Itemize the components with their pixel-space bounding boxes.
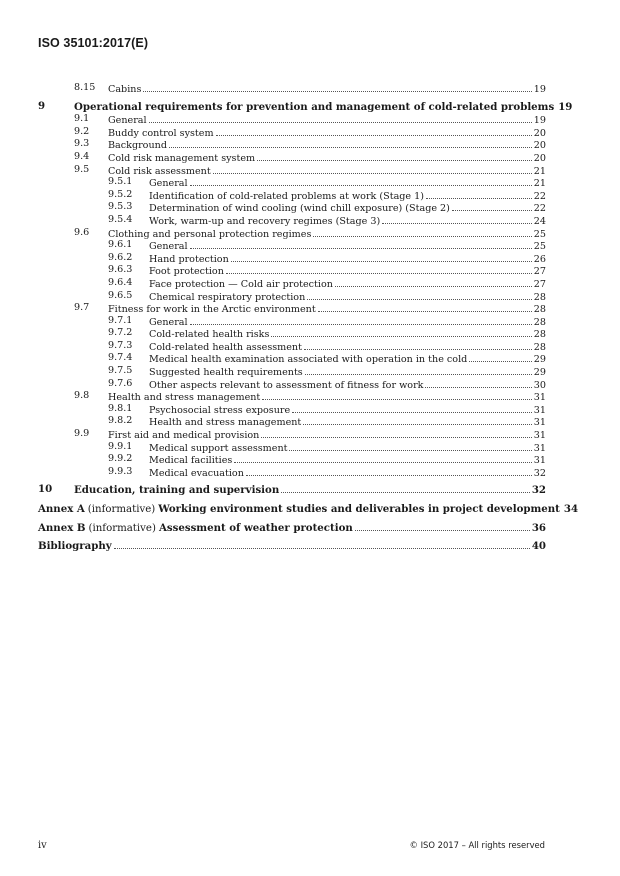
toc-page-number: 22 [533, 203, 546, 215]
dot-leader [382, 214, 532, 224]
toc-subsubclause-entry[interactable] [38, 365, 546, 378]
toc-subsubclause-entry[interactable] [38, 290, 546, 303]
toc-entry-title: Determination of wind cooling (wind chill exposure) (Stage 2) [149, 203, 450, 215]
toc-page-number: 27 [533, 266, 546, 278]
toc-page-number: 20 [533, 127, 546, 139]
toc-page-number: 31 [533, 392, 546, 404]
toc-clause-entry[interactable] [38, 99, 573, 114]
dot-leader [307, 290, 532, 300]
toc-entry-title: Health and stress management [149, 417, 302, 429]
toc-entry-title: Face protection — Cold air protection [149, 278, 333, 290]
toc-page-number: 28 [533, 304, 546, 316]
toc-entry-number: 9.3 [74, 138, 90, 150]
toc-entry-number: 9.6.2 [108, 251, 133, 263]
toc-page-number: 31 [533, 417, 546, 429]
toc-entry-number: 9.9.1 [108, 440, 133, 452]
toc-page-number: 28 [533, 291, 546, 303]
toc-entry-title: Health and stress management [108, 392, 261, 404]
dot-leader [335, 277, 532, 287]
toc-subclause-entry[interactable] [38, 302, 546, 315]
toc-subsubclause-entry[interactable] [38, 252, 546, 265]
toc-entry-number: 9.7.3 [108, 339, 133, 351]
annex-title: Working environment studies and deliverables in project development [158, 503, 560, 515]
dot-leader [261, 428, 531, 438]
toc-entry-title: Background [108, 140, 167, 152]
toc-entry-number: 9.5 [74, 163, 90, 175]
toc-entry-title: Psychosocial stress exposure [149, 404, 291, 416]
dot-leader [246, 466, 532, 476]
toc-entry-title: Identification of cold-related problems at work (Stage 1) [149, 190, 425, 202]
toc-entry-number: 9.8.2 [108, 415, 133, 427]
dot-leader [425, 378, 531, 388]
toc-page-number: 25 [533, 241, 546, 253]
dot-leader [426, 189, 532, 199]
dot-leader [271, 327, 531, 337]
toc-page-number: 32 [533, 467, 546, 479]
dot-leader [281, 483, 530, 493]
dot-leader [114, 539, 530, 549]
toc-entry-number: 9.7.5 [108, 365, 133, 377]
toc-entry-title [38, 522, 353, 536]
toc-entry-number: 9.8.1 [108, 402, 133, 414]
toc-entry-number: 9.6.4 [108, 276, 133, 288]
toc-entry-number: 9.7.2 [108, 327, 133, 339]
toc-page-number: 29 [533, 367, 546, 379]
toc-page-number: 28 [533, 316, 546, 328]
dot-leader [313, 227, 531, 237]
toc-page-number: 20 [533, 152, 546, 164]
dot-leader [190, 315, 532, 325]
toc-entry-number: 9.7.6 [108, 377, 133, 389]
toc-subsubclause-entry[interactable] [38, 201, 546, 214]
toc-entry-number: 9.1 [74, 113, 90, 125]
toc-page-number: 19 [533, 115, 546, 127]
toc-subsubclause-entry[interactable] [38, 441, 546, 454]
toc-entry-number: 9.5.3 [108, 201, 133, 213]
dot-leader [169, 138, 532, 148]
toc-subclause-entry[interactable] [38, 390, 546, 403]
toc-subsubclause-entry[interactable] [38, 214, 546, 227]
toc-page-number: 28 [533, 341, 546, 353]
dot-leader [190, 239, 532, 249]
dot-leader [213, 164, 532, 174]
toc-clause-entry[interactable] [38, 483, 546, 497]
toc-annex-entry[interactable] [38, 502, 579, 516]
dot-leader [292, 403, 532, 413]
toc-page-number: 26 [533, 253, 546, 265]
dot-leader [469, 352, 531, 362]
toc-entry-title: Buddy control system [108, 127, 214, 139]
toc-page-number: 28 [533, 329, 546, 341]
dot-leader [318, 302, 532, 312]
toc-page-number: 24 [533, 215, 546, 227]
toc-subclause-entry[interactable] [38, 227, 546, 240]
toc-subsubclause-entry[interactable] [38, 352, 546, 365]
toc-entry-title: Education, training and supervision [74, 484, 280, 497]
toc-entry-title: Medical health examination associated with operation in the cold [149, 354, 468, 366]
toc-entry-title: Cold-related health assessment [149, 341, 302, 353]
toc-page-number: 30 [533, 379, 546, 391]
toc-subsubclause-entry[interactable] [38, 189, 546, 202]
toc-entry-title: General [108, 115, 147, 127]
toc-entry-number: 9.6.1 [108, 239, 133, 251]
toc-subclause-entry[interactable] [38, 126, 546, 139]
dot-leader [234, 453, 531, 463]
dot-leader [304, 340, 532, 350]
toc-entry-number: 9.8 [74, 390, 90, 402]
toc-page-number: 25 [533, 228, 546, 240]
copyright-notice: © ISO 2017 – All rights reserved [409, 840, 545, 850]
toc-page-number: 19 [558, 100, 573, 113]
toc-entry-title: Medical evacuation [149, 467, 244, 479]
dot-leader [226, 264, 532, 274]
toc-subclause-entry[interactable] [38, 82, 546, 95]
toc-subsubclause-entry[interactable] [38, 176, 546, 189]
toc-page-number: 31 [533, 442, 546, 454]
toc-page-number: 27 [533, 278, 546, 290]
toc-entry-title: Medical facilities [149, 455, 233, 467]
dot-leader [452, 201, 532, 211]
toc-entry-title: Other aspects relevant to assessment of fitness for work [149, 379, 424, 391]
annex-label: Annex A [38, 503, 85, 515]
toc-subsubclause-entry[interactable] [38, 277, 546, 290]
toc-page-number: 31 [533, 455, 546, 467]
toc-entry-title: Fitness for work in the Arctic environment [108, 304, 316, 316]
toc-entry-number: 9.7.4 [108, 352, 133, 364]
toc-subclause-entry[interactable] [38, 428, 546, 441]
toc-entry-number: 9.4 [74, 150, 90, 162]
toc-entry-number: 8.15 [74, 82, 96, 93]
toc-entry-number: 9.6.3 [108, 264, 133, 276]
toc-subsubclause-entry[interactable] [38, 453, 546, 466]
toc-page-number: 36 [531, 521, 546, 534]
toc-entry-title: First aid and medical provision [108, 430, 260, 442]
document-header: ISO 35101:2017(E) [38, 36, 149, 50]
dot-leader [257, 151, 532, 161]
dot-leader [143, 82, 531, 92]
toc-entry-number: 9.9.2 [108, 453, 133, 465]
dot-leader [190, 176, 532, 186]
toc-subsubclause-entry[interactable] [38, 466, 546, 479]
toc-entry-number: 9.5.4 [108, 213, 133, 225]
toc-entry-number: 9.2 [74, 125, 90, 137]
toc-entry-title: Cold-related health risks [149, 329, 270, 341]
toc-entry-title: Work, warm-up and recovery regimes (Stage 3) [149, 215, 381, 227]
toc-entry-number: 9.7.1 [108, 314, 133, 326]
toc-entry-number: 9.6 [74, 226, 90, 238]
toc-subsubclause-entry[interactable] [38, 340, 546, 353]
table-of-contents [38, 82, 579, 553]
toc-page-number: 21 [533, 178, 546, 190]
annex-title: Assessment of weather protection [158, 521, 353, 534]
toc-page-number: 22 [533, 190, 546, 202]
toc-page-number: 19 [533, 84, 546, 95]
toc-subsubclause-entry[interactable] [38, 264, 546, 277]
toc-entry-title [38, 503, 560, 517]
toc-entry-title: Suggested health requirements [149, 367, 303, 379]
toc-entry-title: Clothing and personal protection regimes [108, 228, 312, 240]
toc-subclause-entry[interactable] [38, 138, 546, 151]
toc-page-number: 40 [531, 540, 546, 553]
toc-subsubclause-entry[interactable] [38, 327, 546, 340]
toc-entry-title: General [149, 241, 188, 253]
toc-entry-number: 9.5.1 [108, 176, 133, 188]
toc-subsubclause-entry[interactable] [38, 378, 546, 391]
toc-page-number: 34 [563, 503, 579, 515]
toc-entry-title: Bibliography [38, 540, 112, 553]
toc-clause-entry[interactable] [38, 539, 546, 553]
toc-subclause-entry[interactable] [38, 164, 546, 177]
toc-entry-title: Chemical respiratory protection [149, 291, 306, 303]
toc-page-number: 31 [533, 404, 546, 416]
annex-informative: (informative) [88, 522, 156, 534]
toc-subclause-entry[interactable] [38, 151, 546, 164]
toc-page-number: 20 [533, 140, 546, 152]
toc-entry-title: General [149, 178, 188, 190]
toc-entry-title: Cold risk management system [108, 152, 256, 164]
toc-entry-number: 9.7 [74, 302, 90, 314]
toc-entry-number: 9.9 [74, 428, 90, 440]
toc-entry-title: General [149, 316, 188, 328]
dot-leader [149, 113, 532, 123]
dot-leader [262, 390, 531, 400]
toc-subsubclause-entry[interactable] [38, 415, 546, 428]
toc-entry-title: Hand protection [149, 253, 229, 265]
toc-page-number: 29 [533, 354, 546, 366]
toc-page-number: 32 [531, 484, 546, 497]
dot-leader [355, 521, 530, 531]
toc-annex-entry[interactable] [38, 521, 546, 535]
toc-entry-title: Medical support assessment [149, 442, 288, 454]
toc-entry-number: 9.6.5 [108, 289, 133, 301]
toc-entry-number: 9 [38, 99, 46, 112]
dot-leader [231, 252, 532, 262]
annex-informative: (informative) [87, 504, 156, 515]
toc-page-number: 31 [533, 430, 546, 442]
toc-entry-title: Cold risk assessment [108, 165, 211, 177]
toc-page-number: 21 [533, 165, 546, 177]
annex-label: Annex B [38, 521, 86, 534]
toc-entry-title: Cabins [108, 84, 142, 95]
toc-entry-number: 10 [38, 483, 53, 496]
toc-subsubclause-entry[interactable] [38, 239, 546, 252]
toc-entry-title: Operational requirements for prevention and management of cold-related problems [74, 100, 555, 113]
toc-entry-number: 9.5.2 [108, 188, 133, 200]
dot-leader [216, 126, 532, 136]
dot-leader [289, 441, 531, 451]
dot-leader [303, 415, 531, 425]
toc-entry-title: Foot protection [149, 266, 224, 278]
toc-subclause-entry[interactable] [38, 113, 546, 126]
toc-entry-number: 9.9.3 [108, 465, 133, 477]
toc-subsubclause-entry[interactable] [38, 315, 546, 328]
toc-subsubclause-entry[interactable] [38, 403, 546, 416]
dot-leader [305, 365, 532, 375]
page-number: iv [38, 840, 47, 851]
